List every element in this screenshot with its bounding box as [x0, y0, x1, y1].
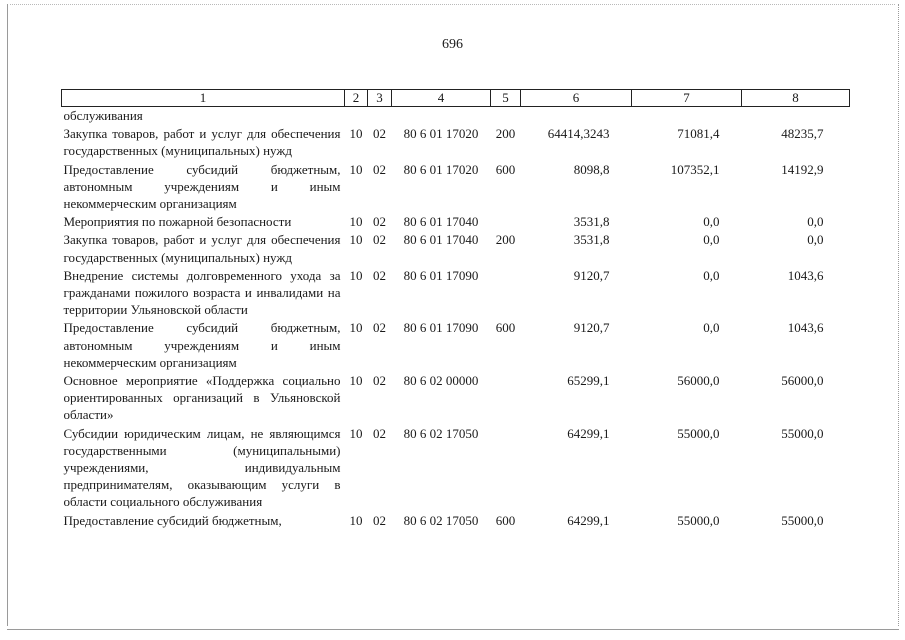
- row-name: Закупка товаров, работ и услуг для обеспечения государственных (муниципальных) нужд: [63, 232, 341, 265]
- target-article-code: 80 6 01 17020: [403, 161, 479, 177]
- amount-col-6: 64299,1: [567, 512, 610, 528]
- subsection-code: [368, 107, 392, 126]
- amount-col-8: 1043,6: [787, 267, 824, 283]
- column-header-8: 8: [742, 90, 850, 107]
- expense-type-code: 200: [495, 232, 516, 248]
- amount-col-6: [521, 107, 632, 126]
- amount-col-8: 1043,6: [787, 320, 824, 336]
- target-article-code: 80 6 01 17040: [403, 214, 479, 230]
- expense-type-code: [491, 107, 521, 126]
- amount-col-8: 55000,0: [781, 512, 824, 528]
- section-code: 10: [349, 320, 363, 336]
- table-row: [62, 231, 850, 266]
- scan-edge-bottom: [7, 629, 899, 630]
- subsection-code: 02: [373, 320, 386, 336]
- scan-edge-left: [7, 4, 8, 626]
- table-row: [62, 213, 850, 231]
- budget-table: [61, 89, 850, 530]
- amount-col-6: 3531,8: [573, 232, 610, 248]
- expense-type-code: 200: [495, 126, 516, 142]
- table-body: [62, 107, 850, 530]
- table-header: [62, 90, 850, 107]
- table-row: [62, 425, 850, 512]
- amount-col-7: 55000,0: [677, 512, 720, 528]
- subsection-code: 02: [373, 267, 386, 283]
- section-code: 10: [349, 161, 363, 177]
- amount-col-7: [632, 107, 742, 126]
- amount-col-7: 0,0: [703, 214, 720, 230]
- subsection-code: 02: [373, 214, 386, 230]
- amount-col-7: 0,0: [703, 320, 720, 336]
- subsection-code: 02: [373, 232, 386, 248]
- amount-col-6: 9120,7: [573, 267, 610, 283]
- amount-col-8: 48235,7: [781, 126, 824, 142]
- target-article-code: 80 6 01 17090: [403, 320, 479, 336]
- amount-col-6: 64414,3243: [547, 126, 610, 142]
- amount-col-8: 55000,0: [781, 425, 824, 441]
- row-name: Предоставление субсидий бюджетным, автономным учреждениям и иным некоммерческим организациям: [63, 161, 341, 212]
- column-header-7: 7: [632, 90, 742, 107]
- expense-type-code: 600: [495, 512, 516, 528]
- amount-col-6: 3531,8: [573, 214, 610, 230]
- table-row: [62, 125, 850, 160]
- subsection-code: 02: [373, 373, 386, 389]
- section-code: 10: [349, 425, 363, 441]
- amount-col-6: 65299,1: [567, 373, 610, 389]
- subsection-code: 02: [373, 161, 386, 177]
- amount-col-7: 0,0: [703, 267, 720, 283]
- table-row: [62, 319, 850, 372]
- row-name: Предоставление субсидий бюджетным, автономным учреждениям и иным некоммерческим организациям: [63, 320, 341, 370]
- scan-edge-top: [10, 4, 895, 5]
- table-row: [62, 372, 850, 425]
- column-header-4: 4: [392, 90, 491, 107]
- expense-type-code: [491, 425, 521, 512]
- row-name: Внедрение системы долговременного ухода за гражданами пожилого возраста и инвалидами на территории Ульяновской области: [63, 267, 341, 318]
- header-row: [62, 90, 850, 107]
- expense-type-code: [491, 372, 521, 425]
- amount-col-6: 9120,7: [573, 320, 610, 336]
- target-article-code: 80 6 02 00000: [403, 373, 479, 389]
- amount-col-6: 8098,8: [573, 161, 610, 177]
- expense-type-code: [491, 213, 521, 231]
- section-code: 10: [349, 214, 363, 230]
- section-code: 10: [349, 126, 363, 142]
- target-article-code: 80 6 01 17020: [403, 126, 479, 142]
- scan-edge-right: [898, 4, 899, 626]
- column-header-2: 2: [345, 90, 368, 107]
- row-name: обслуживания: [63, 108, 143, 123]
- section-code: 10: [349, 373, 363, 389]
- column-header-1: 1: [62, 90, 345, 107]
- amount-col-8: 0,0: [807, 214, 824, 230]
- column-header-6: 6: [521, 90, 632, 107]
- column-header-3: 3: [368, 90, 392, 107]
- target-article-code: 80 6 01 17040: [403, 232, 479, 248]
- expense-type-code: 600: [495, 161, 516, 177]
- section-code: 10: [349, 232, 363, 248]
- target-article-code: 80 6 01 17090: [403, 267, 479, 283]
- amount-col-8: 0,0: [807, 232, 824, 248]
- column-header-5: 5: [491, 90, 521, 107]
- page-number: 696: [442, 37, 463, 52]
- amount-col-7: 56000,0: [677, 373, 720, 389]
- row-name: Предоставление субсидий бюджетным,: [63, 512, 282, 528]
- row-name: Мероприятия по пожарной безопасности: [63, 214, 292, 230]
- section-code: 10: [349, 512, 363, 528]
- section-code: [345, 107, 368, 126]
- amount-col-7: 71081,4: [677, 126, 720, 142]
- amount-col-7: 107352,1: [670, 161, 720, 177]
- expense-type-code: 600: [495, 320, 516, 336]
- amount-col-6: 64299,1: [567, 425, 610, 441]
- table-row: [62, 267, 850, 320]
- subsection-code: 02: [373, 512, 386, 528]
- table-row: [62, 512, 850, 530]
- subsection-code: 02: [373, 126, 386, 142]
- table-row: [62, 161, 850, 214]
- row-name: Субсидии юридическим лицам, не являющимся государственными (муниципальными) учреждениями, индивидуальным предпринимателям, оказывающим услуги в области социального обслуживания: [63, 425, 341, 510]
- table-row: [62, 107, 850, 126]
- target-article-code: 80 6 02 17050: [403, 425, 479, 441]
- amount-col-8: [742, 107, 850, 126]
- amount-col-8: 56000,0: [781, 373, 824, 389]
- amount-col-7: 0,0: [703, 232, 720, 248]
- target-article-code: 80 6 02 17050: [403, 512, 479, 528]
- row-name: Закупка товаров, работ и услуг для обеспечения государственных (муниципальных) нужд: [63, 126, 341, 159]
- amount-col-8: 14192,9: [781, 161, 824, 177]
- section-code: 10: [349, 267, 363, 283]
- subsection-code: 02: [373, 425, 386, 441]
- row-name: Основное мероприятие «Поддержка социально ориентированных организаций в Ульяновской области»: [63, 373, 341, 423]
- expense-type-code: [491, 267, 521, 320]
- amount-col-7: 55000,0: [677, 425, 720, 441]
- target-article-code: [392, 107, 491, 126]
